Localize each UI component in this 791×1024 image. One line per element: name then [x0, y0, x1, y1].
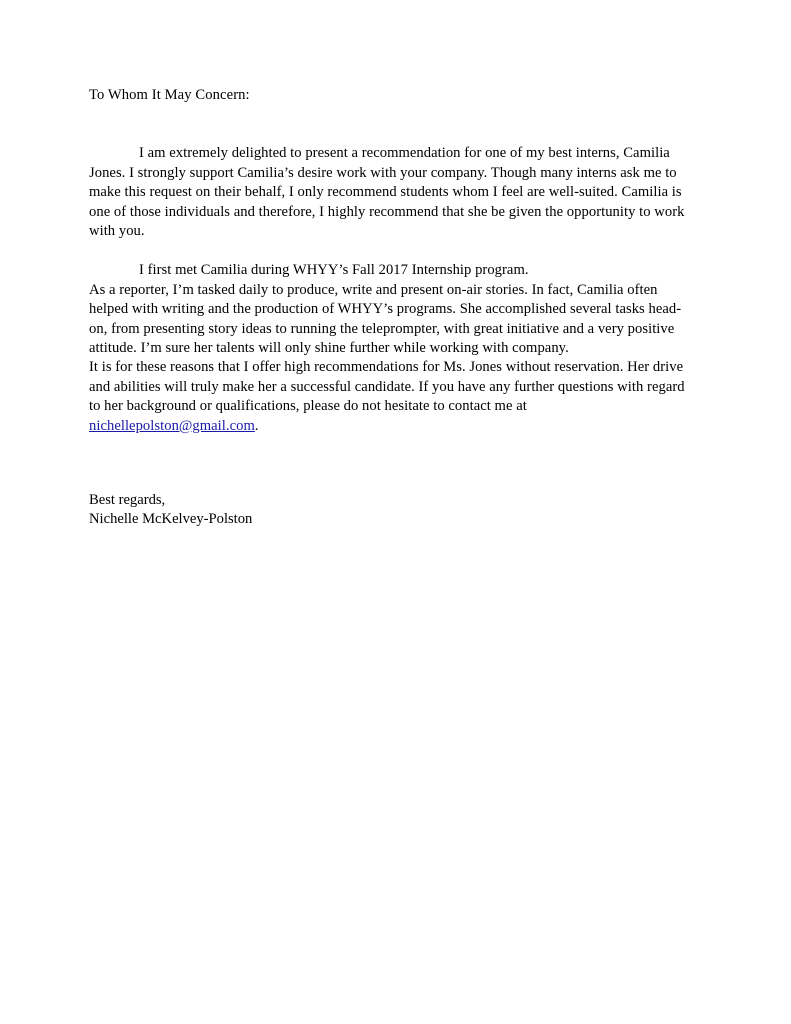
paragraph-one-text: I am extremely delighted to present a recommendation for one of my best interns, Camilia Jones. I strongly support Camilia’s desire work with your company. Though many interns ask me to make this request on their behalf, I only recommend students whom I feel are well-suited. Camilia is one of those individuals and therefore, I highly recommend that she be given the opportunity to work with you. — [89, 145, 685, 239]
signature-name: Nichelle McKelvey-Polston — [89, 511, 253, 528]
closing-block — [89, 491, 699, 530]
spacer — [89, 103, 699, 144]
spacer — [89, 436, 699, 491]
spacer — [89, 241, 699, 261]
email-link[interactable]: nichellepolston@gmail.com — [89, 417, 255, 434]
paragraph-two-first-line: I first met Camilia during WHYY’s Fall 2017 Internship program. — [139, 262, 529, 279]
salutation: To Whom It May Concern: — [89, 87, 250, 103]
closing-text: Best regards, — [89, 492, 166, 508]
paragraph-two-text: As a reporter, I’m tasked daily to produce, write and present on-air stories. In fact, Camilia often helped with writing and the production of WHYY’s programs. She accomplished several tasks head-on, from presenting story ideas to running the teleprompter, with great initiative and a very positive attitude. I’m sure her talents will only shine further while working with company. — [89, 281, 682, 356]
paragraph-three-end: . — [254, 417, 259, 434]
paragraph-three-text: It is for these reasons that I offer high recommendations for Ms. Jones without reservation. Her drive and abilities will truly make her a successful candidate. If you have any further questions with regard to her background or qualifications, please do not hesitate to contact me at — [89, 359, 685, 415]
paragraph-two — [89, 261, 699, 436]
letter-body — [89, 88, 699, 530]
paragraph-one — [89, 144, 699, 241]
